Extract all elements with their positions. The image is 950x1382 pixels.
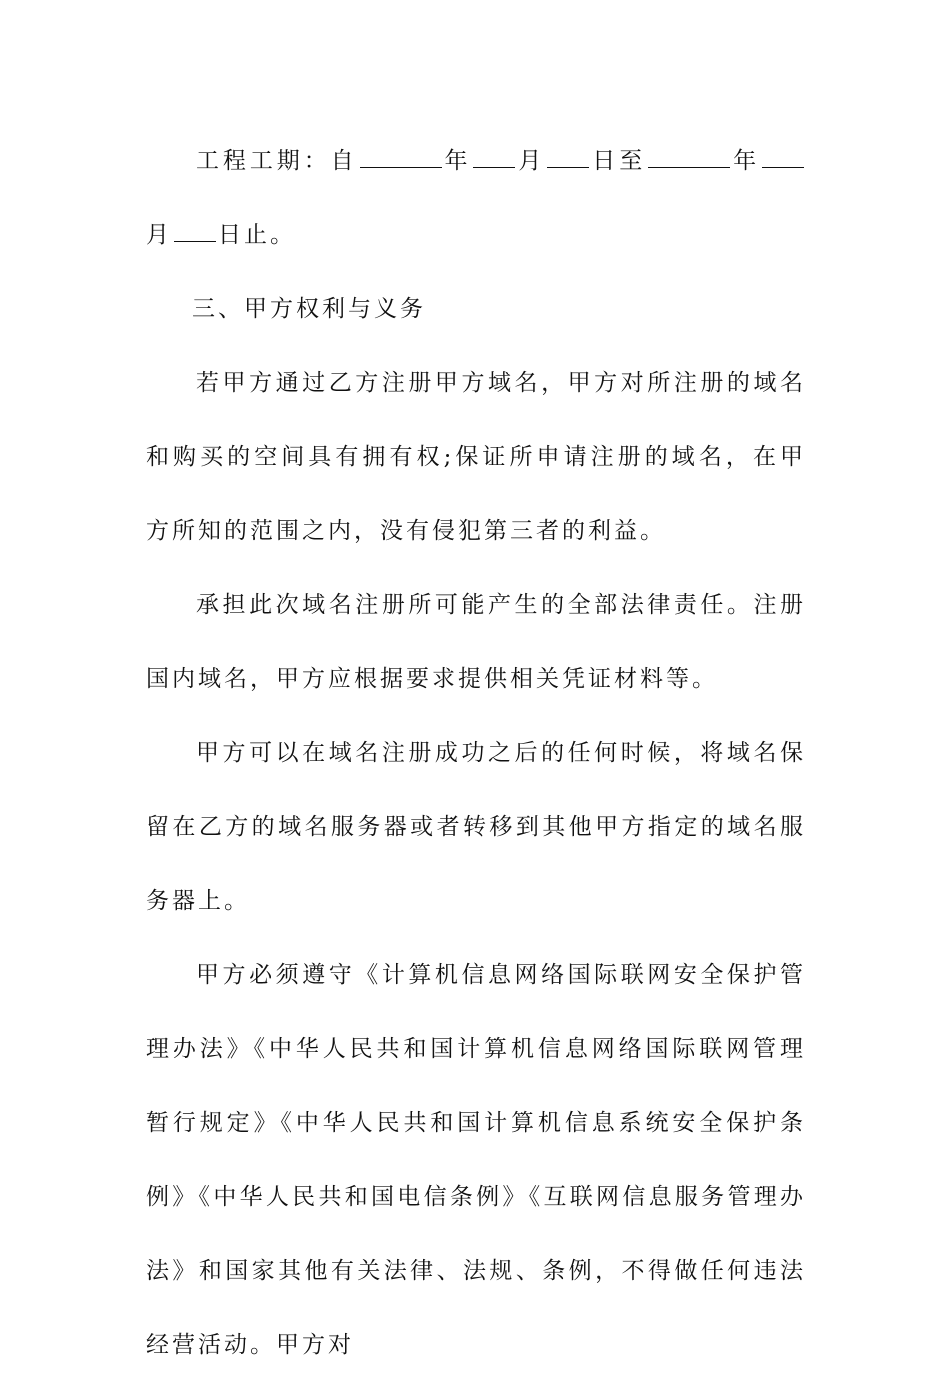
- period-month-label-2: 月: [146, 222, 172, 248]
- month-blank-start: [473, 149, 515, 168]
- year-blank-end: [648, 149, 730, 168]
- period-year-label-2: 年: [732, 148, 761, 174]
- paragraph-domain-transfer: 甲方可以在域名注册成功之后的任何时候，将域名保留在乙方的域名服务器或者转移到其他甲方指定的域名服务器上。: [146, 740, 806, 914]
- document-body: [146, 124, 806, 1382]
- paragraph-regulations: 甲方必须遵守《计算机信息网络国际联网安全保护管理办法》《中华人民共和国计算机信息网络国际联网管理暂行规定》《中华人民共和国计算机信息系统安全保护条例》《中华人民共和国电信条例》《互联网信息服务管理办法》和国家其他有关法律、法规、条例，不得做任何违法经营活动。甲方对: [146, 962, 806, 1358]
- period-end: 日止。: [218, 222, 296, 248]
- period-month-label-1: 月: [517, 148, 546, 174]
- paragraph-legal-liability: 承担此次域名注册所可能产生的全部法律责任。注册国内域名，甲方应根据要求提供相关凭证材料等。: [146, 592, 806, 692]
- month-blank-end: [762, 149, 804, 168]
- day-blank-end: [174, 223, 216, 242]
- project-period-paragraph: [146, 124, 806, 272]
- period-year-label-1: 年: [443, 148, 472, 174]
- paragraph-domain-ownership: 若甲方通过乙方注册甲方域名，甲方对所注册的域名和购买的空间具有拥有权;保证所申请注册的域名，在甲方所知的范围之内，没有侵犯第三者的利益。: [146, 370, 806, 544]
- period-day-label-1: 日至: [591, 148, 647, 174]
- year-blank-start: [360, 149, 442, 168]
- day-blank-start: [547, 149, 589, 168]
- section-heading: 三、甲方权利与义务: [192, 296, 426, 322]
- period-prefix: 工程工期：自: [196, 148, 358, 174]
